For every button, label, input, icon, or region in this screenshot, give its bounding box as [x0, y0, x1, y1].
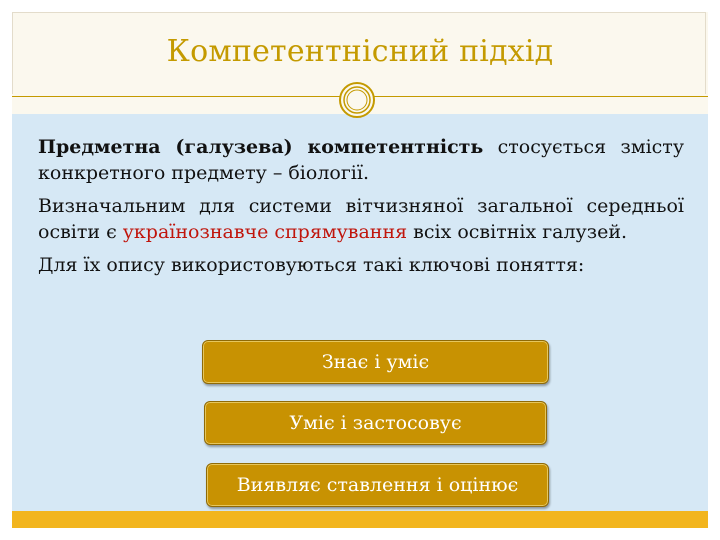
term-subject-competence: Предметна (галузева) компетентність: [38, 136, 484, 158]
concept-can-and-applies: Уміє і застосовує: [204, 401, 547, 445]
paragraph2-before: Визначальним для системи вітчизняної загальної середньої освіти є: [38, 195, 684, 243]
concept-knows-and-can: Знає і уміє: [202, 340, 549, 384]
highlight-ukrainian-orientation: українознавче спрямування: [122, 221, 408, 243]
slide-title: Компетентнісний підхід: [166, 34, 554, 69]
paragraph2-after: всіх освітніх галузей.: [407, 221, 628, 243]
paragraph-orientation: [38, 193, 684, 245]
ring-ornament-icon: [338, 81, 376, 119]
bottom-bar: [12, 511, 708, 528]
paragraph1-rest: стосується змісту конкретного предмету – біології.: [38, 136, 685, 184]
paragraph-subject-competence: [38, 134, 684, 186]
concept-shows-attitude-evaluates: Виявляє ставлення і оцінює: [206, 463, 549, 507]
slide: [12, 12, 708, 528]
content-panel: [12, 114, 708, 511]
paragraph-key-concepts: Для їх опису використовуються такі ключові поняття:: [38, 254, 585, 276]
body-text: [38, 134, 684, 285]
